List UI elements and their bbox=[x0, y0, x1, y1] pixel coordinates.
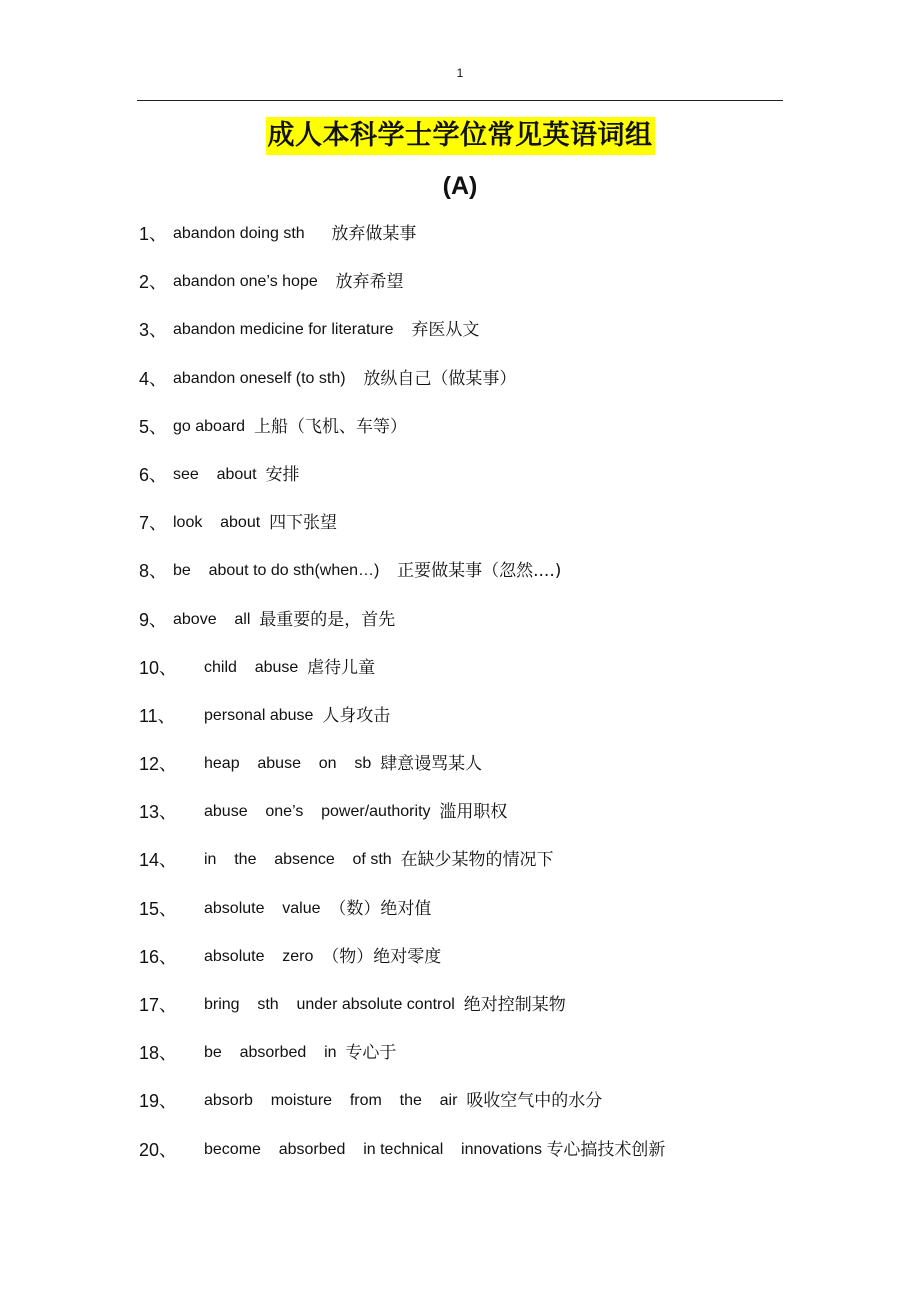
entry-chinese: 四下张望 bbox=[269, 513, 338, 534]
entry-gap bbox=[260, 507, 269, 539]
entry-english: heap abuse on sb bbox=[204, 755, 372, 773]
entry-chinese: 在缺少某物的情况下 bbox=[400, 850, 554, 871]
entry-english: be absorbed in bbox=[204, 1044, 337, 1062]
list-item bbox=[139, 700, 839, 748]
entry-number: 9、 bbox=[139, 609, 168, 630]
entry-gap bbox=[379, 555, 397, 587]
entry-number: 18、 bbox=[139, 1043, 178, 1064]
entry-english: abuse one’s power/authority bbox=[204, 803, 431, 821]
entry-number: 20、 bbox=[139, 1139, 178, 1160]
entry-gap bbox=[250, 604, 259, 636]
entry-number: 8、 bbox=[139, 561, 168, 582]
entry-number: 3、 bbox=[139, 320, 168, 341]
entry-chinese: 专心搞技术创新 bbox=[546, 1139, 666, 1160]
list-item bbox=[139, 604, 839, 652]
title-wrap bbox=[0, 117, 920, 155]
entry-gap bbox=[318, 266, 336, 298]
entry-gap bbox=[371, 748, 380, 780]
entry-english: abandon medicine for literature bbox=[173, 321, 394, 339]
entry-english: look about bbox=[173, 514, 261, 532]
entry-chinese: 放弃希望 bbox=[335, 272, 404, 293]
entry-gap bbox=[457, 1085, 466, 1117]
list-item bbox=[139, 266, 839, 314]
list-item bbox=[139, 555, 839, 603]
list-item bbox=[139, 363, 839, 411]
list-item bbox=[139, 218, 839, 266]
entry-number: 7、 bbox=[139, 513, 168, 534]
entry-gap bbox=[298, 652, 307, 684]
entry-chinese: （数）绝对值 bbox=[329, 898, 432, 919]
entry-chinese: 弃医从文 bbox=[411, 320, 480, 341]
entry-english: abandon oneself (to sth) bbox=[173, 369, 346, 387]
entry-chinese: 上船（飞机、车等） bbox=[253, 416, 407, 437]
entry-gap bbox=[245, 411, 254, 443]
phrase-list bbox=[139, 218, 839, 1182]
list-item bbox=[139, 652, 839, 700]
entry-gap bbox=[257, 459, 266, 491]
entry-chinese: 吸收空气中的水分 bbox=[466, 1091, 603, 1112]
entry-chinese: 放弃做某事 bbox=[331, 224, 417, 244]
entry-english: go aboard bbox=[173, 417, 246, 435]
entry-english: absorb moisture from the air bbox=[204, 1092, 458, 1110]
entry-number: 4、 bbox=[139, 368, 168, 389]
entry-number: 13、 bbox=[139, 802, 178, 823]
list-item bbox=[139, 893, 839, 941]
entry-number: 5、 bbox=[139, 416, 168, 437]
entry-chinese: 安排 bbox=[265, 464, 300, 485]
entry-number: 12、 bbox=[139, 754, 178, 775]
list-item bbox=[139, 796, 839, 844]
header-rule bbox=[137, 100, 783, 101]
entry-gap bbox=[337, 1037, 346, 1069]
entry-english: personal abuse bbox=[204, 706, 314, 724]
entry-number: 2、 bbox=[139, 272, 168, 293]
page-number: 1 bbox=[456, 66, 464, 80]
section-heading: (A) bbox=[442, 172, 478, 200]
entry-gap bbox=[392, 844, 401, 876]
entry-chinese: （物）绝对零度 bbox=[322, 946, 442, 967]
entry-number: 19、 bbox=[139, 1091, 178, 1112]
list-item bbox=[139, 314, 839, 362]
entry-number: 10、 bbox=[139, 657, 178, 678]
list-item bbox=[139, 507, 839, 555]
entry-english: child abuse bbox=[204, 658, 299, 676]
entry-number: 1、 bbox=[139, 224, 168, 244]
entry-gap bbox=[313, 941, 322, 973]
entry-english: above all bbox=[173, 610, 251, 628]
entry-english: become absorbed in technical innovations bbox=[204, 1140, 542, 1158]
entry-chinese: 最重要的是，首先 bbox=[259, 609, 396, 630]
entry-number: 11、 bbox=[139, 705, 176, 726]
list-item bbox=[139, 748, 839, 796]
entry-english: abandon one’s hope bbox=[173, 273, 318, 291]
entry-english: bring sth under absolute control bbox=[204, 996, 455, 1013]
entry-english: absolute zero bbox=[204, 947, 314, 965]
entry-chinese: 正要做某事（忽然....) bbox=[397, 561, 562, 582]
entry-chinese: 肆意谩骂某人 bbox=[380, 754, 483, 775]
entry-english: absolute value bbox=[204, 899, 321, 917]
entry-gap bbox=[346, 363, 364, 395]
entry-number: 15、 bbox=[139, 898, 178, 919]
entry-gap bbox=[313, 700, 322, 732]
list-item bbox=[139, 844, 839, 892]
entry-chinese: 放纵自己（做某事） bbox=[363, 368, 517, 389]
list-item bbox=[139, 411, 839, 459]
entry-chinese: 人身攻击 bbox=[322, 705, 391, 726]
entry-chinese: 虐待儿童 bbox=[307, 657, 376, 678]
entry-english: abandon doing sth bbox=[173, 225, 305, 242]
entry-gap bbox=[305, 218, 332, 250]
document-title: 成人本科学士学位常见英语词组 bbox=[266, 117, 655, 155]
entry-chinese: 绝对控制某物 bbox=[463, 995, 566, 1015]
list-item bbox=[139, 1085, 839, 1133]
list-item bbox=[139, 459, 839, 507]
entry-gap bbox=[321, 893, 330, 925]
list-item bbox=[139, 989, 839, 1037]
entry-chinese: 专心于 bbox=[345, 1043, 397, 1064]
entry-gap bbox=[394, 314, 412, 346]
list-item bbox=[139, 941, 839, 989]
entry-number: 6、 bbox=[139, 464, 168, 485]
entry-number: 16、 bbox=[139, 946, 178, 967]
entry-chinese: 滥用职权 bbox=[439, 802, 508, 823]
entry-gap bbox=[455, 989, 464, 1021]
entry-english: in the absence of sth bbox=[204, 851, 392, 869]
entry-number: 14、 bbox=[139, 850, 178, 871]
entry-english: see about bbox=[173, 465, 257, 483]
list-item bbox=[139, 1134, 839, 1182]
entry-gap bbox=[431, 796, 440, 828]
entry-english: be about to do sth(when…) bbox=[173, 562, 380, 580]
entry-number: 17、 bbox=[139, 995, 178, 1015]
list-item bbox=[139, 1037, 839, 1085]
